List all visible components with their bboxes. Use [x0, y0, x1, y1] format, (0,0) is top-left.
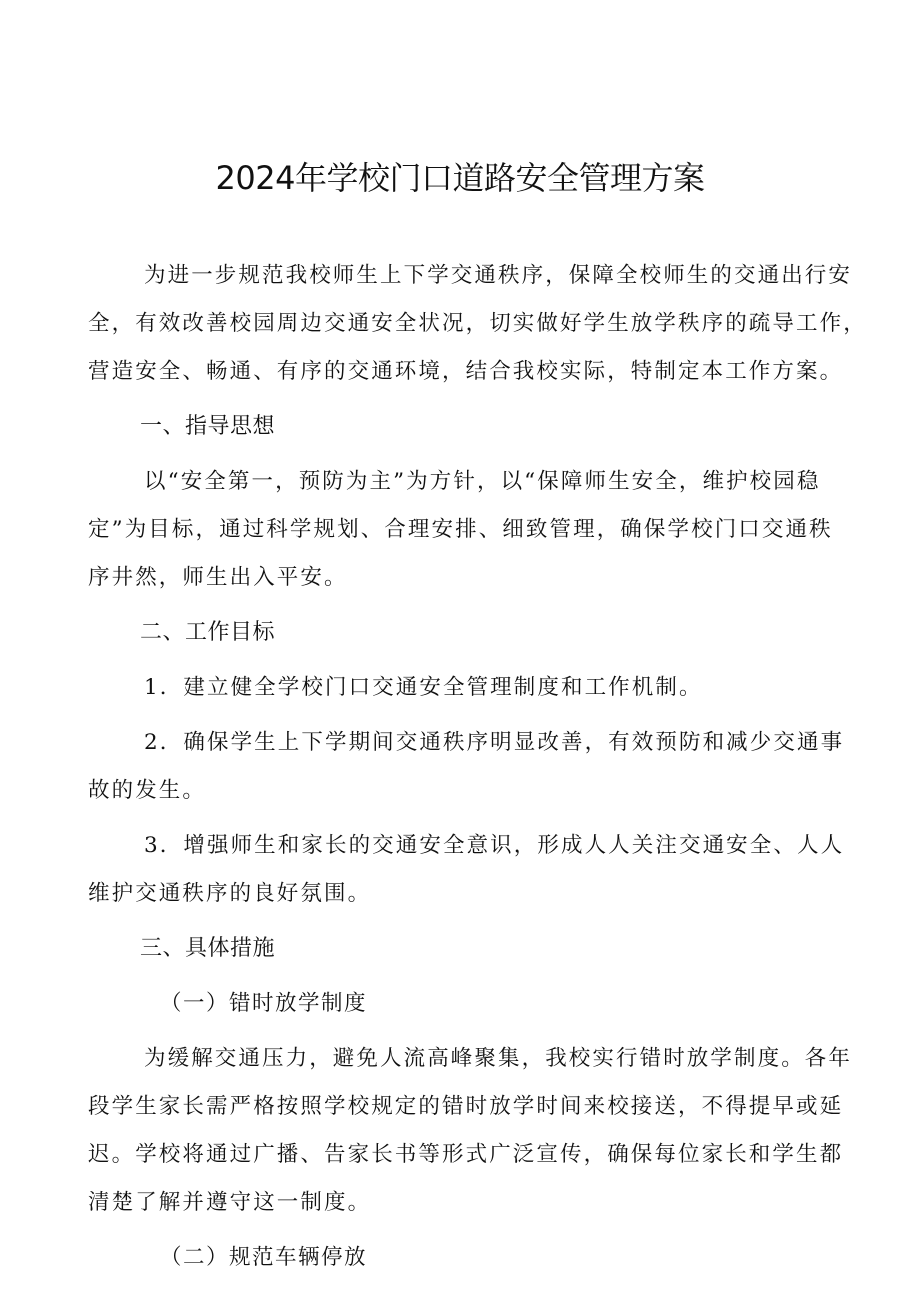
section-heading-work-goals: 二、工作目标 — [140, 620, 276, 645]
document-body — [88, 252, 867, 1289]
text-line: 序井然，师生出入平安。 — [88, 565, 348, 590]
text-line: 迟。学校将通过广播、告家长书等形式广泛宣传，确保每位家长和学生都 — [88, 1142, 844, 1167]
text-line: 1．建立健全学校门口交通安全管理制度和工作机制。 — [144, 675, 703, 700]
guiding-ideology-paragraph — [88, 458, 834, 602]
text-line: 以“安全第一，预防为主”为方针，以“保障师生安全，维护校园稳 — [144, 469, 821, 494]
subsection-heading-vehicle-parking: （二）规范车辆停放 — [160, 1245, 368, 1270]
subsection-heading-staggered-dismissal: （一）错时放学制度 — [160, 991, 368, 1016]
text-line: 为进一步规范我校师生上下学交通秩序，保障全校师生的交通出行安 — [144, 263, 853, 288]
text-line: 全，有效改善校园周边交通安全状况，切实做好学生放学秩序的疏导工作， — [88, 311, 867, 336]
section-heading-specific-measures: 三、具体措施 — [140, 936, 276, 961]
text-line: 为缓解交通压力，避免人流高峰聚集，我校实行错时放学制度。各年 — [144, 1046, 853, 1071]
text-line: 故的发生。 — [88, 778, 207, 803]
text-line: 2．确保学生上下学期间交通秩序明显改善，有效预防和减少交通事 — [144, 730, 845, 755]
text-line: 营造安全、畅通、有序的交通环境，结合我校实际，特制定本工作方案。 — [88, 359, 844, 384]
intro-paragraph — [88, 252, 867, 396]
text-line: 清楚了解并遵守这一制度。 — [88, 1190, 372, 1215]
text-line: 3．增强师生和家长的交通安全意识，形成人人关注交通安全、人人 — [144, 833, 845, 858]
document-title: 2024年学校门口道路安全管理方案 — [215, 159, 705, 197]
staggered-dismissal-paragraph — [88, 1035, 853, 1227]
goal-item — [88, 822, 845, 918]
goal-item — [88, 719, 845, 815]
section-heading-guiding-ideology: 一、指导思想 — [140, 414, 276, 439]
text-line: 段学生家长需严格按照学校规定的错时放学时间来校接送，不得提早或延 — [88, 1094, 844, 1119]
text-line: 定”为目标，通过科学规划、合理安排、细致管理，确保学校门口交通秩 — [88, 517, 833, 542]
goal-item — [88, 664, 834, 712]
text-line: 维护交通秩序的良好氛围。 — [88, 881, 372, 906]
